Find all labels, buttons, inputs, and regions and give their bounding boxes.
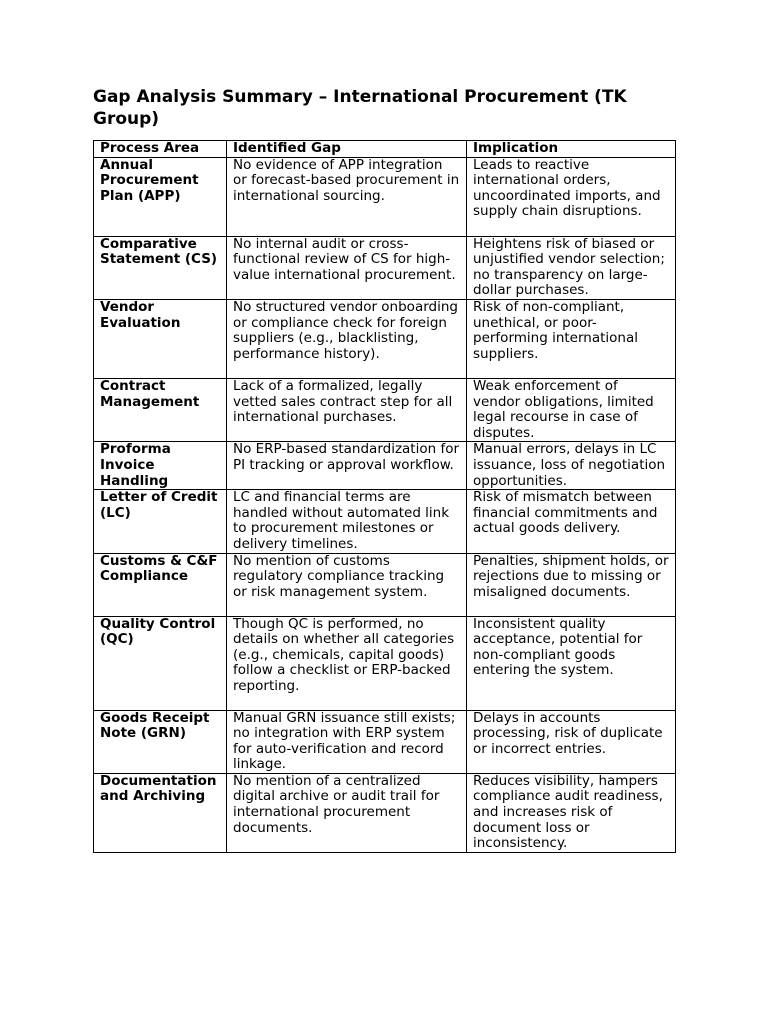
- implication-cell: Manual errors, delays in LC issuance, loss of negotiation opportunities.: [467, 442, 676, 490]
- process-area-cell: Customs & C&F Compliance: [94, 553, 227, 616]
- process-area-cell: Goods Receipt Note (GRN): [94, 710, 227, 773]
- table-row: [94, 616, 676, 710]
- table-row: [94, 236, 676, 299]
- identified-gap-cell: No mention of a centralized digital archive or audit trail for international procurement documents.: [227, 773, 467, 852]
- implication-cell: Risk of mismatch between financial commitments and actual goods delivery.: [467, 490, 676, 553]
- table-row: [94, 299, 676, 378]
- process-area-cell: Comparative Statement (CS): [94, 236, 227, 299]
- implication-cell: Penalties, shipment holds, or rejections due to missing or misaligned documents.: [467, 553, 676, 616]
- identified-gap-cell: No mention of customs regulatory compliance tracking or risk management system.: [227, 553, 467, 616]
- implication-cell: Reduces visibility, hampers compliance audit readiness, and increases risk of document loss or inconsistency.: [467, 773, 676, 852]
- identified-gap-cell: No internal audit or cross-functional review of CS for high-value international procurement.: [227, 236, 467, 299]
- table-row: [94, 710, 676, 773]
- identified-gap-cell: No evidence of APP integration or forecast-based procurement in international sourcing.: [227, 157, 467, 236]
- table-row: [94, 553, 676, 616]
- document-title: Gap Analysis Summary – International Procurement (TK Group): [93, 87, 627, 129]
- identified-gap-cell: No structured vendor onboarding or compliance check for foreign suppliers (e.g., blacklisting, performance history).: [227, 299, 467, 378]
- process-area-cell: Contract Management: [94, 378, 227, 441]
- table-header-row: [94, 141, 676, 158]
- implication-cell: Leads to reactive international orders, uncoordinated imports, and supply chain disruptions.: [467, 157, 676, 236]
- identified-gap-cell: Lack of a formalized, legally vetted sales contract step for all international purchases.: [227, 378, 467, 441]
- gap-analysis-table: [93, 140, 676, 853]
- identified-gap-cell: Though QC is performed, no details on whether all categories (e.g., chemicals, capital goods) follow a checklist or ERP-backed reporting.: [227, 616, 467, 710]
- implication-cell: Inconsistent quality acceptance, potential for non-compliant goods entering the system.: [467, 616, 676, 710]
- table-row: [94, 157, 676, 236]
- process-area-cell: Letter of Credit (LC): [94, 490, 227, 553]
- implication-cell: Heightens risk of biased or unjustified vendor selection; no transparency on large-dollar purchases.: [467, 236, 676, 299]
- identified-gap-cell: Manual GRN issuance still exists; no integration with ERP system for auto-verification and record linkage.: [227, 710, 467, 773]
- process-area-cell: Quality Control (QC): [94, 616, 227, 710]
- table-row: [94, 442, 676, 490]
- process-area-cell: Proforma Invoice Handling: [94, 442, 227, 490]
- column-header-process-area: Process Area: [94, 141, 227, 158]
- process-area-cell: Annual Procurement Plan (APP): [94, 157, 227, 236]
- column-header-implication: Implication: [467, 141, 676, 158]
- implication-cell: Delays in accounts processing, risk of duplicate or incorrect entries.: [467, 710, 676, 773]
- identified-gap-cell: No ERP-based standardization for PI tracking or approval workflow.: [227, 442, 467, 490]
- implication-cell: Weak enforcement of vendor obligations, limited legal recourse in case of disputes.: [467, 378, 676, 441]
- implication-cell: Risk of non-compliant, unethical, or poor-performing international suppliers.: [467, 299, 676, 378]
- table-row: [94, 773, 676, 852]
- column-header-identified-gap: Identified Gap: [227, 141, 467, 158]
- process-area-cell: Vendor Evaluation: [94, 299, 227, 378]
- process-area-cell: Documentation and Archiving: [94, 773, 227, 852]
- table-row: [94, 490, 676, 553]
- identified-gap-cell: LC and financial terms are handled without automated link to procurement milestones or delivery timelines.: [227, 490, 467, 553]
- table-row: [94, 378, 676, 441]
